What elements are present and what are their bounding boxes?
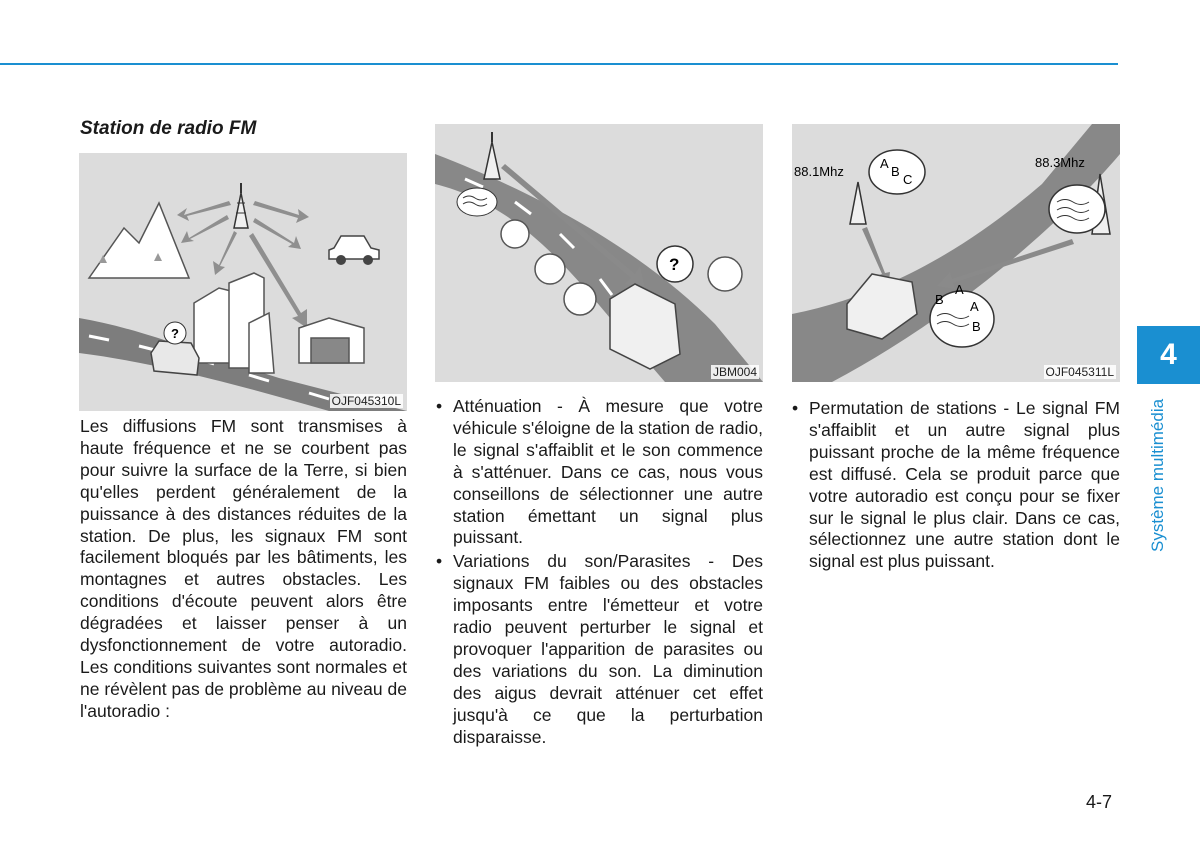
figure-fading bbox=[435, 124, 763, 382]
sound-wave-icon bbox=[1049, 185, 1105, 233]
fm-obstacles-illustration bbox=[79, 153, 407, 411]
car-on-road-icon bbox=[151, 341, 199, 375]
letter-a-2: A bbox=[955, 282, 964, 297]
chapter-tab: 4 bbox=[1137, 326, 1200, 384]
list-item-fading bbox=[436, 396, 763, 549]
list-item-interference bbox=[436, 551, 763, 748]
fm-conditions-list bbox=[436, 396, 763, 751]
tunnel bbox=[299, 318, 364, 363]
figure-code: JBM004 bbox=[712, 365, 757, 379]
question-mark-2: ? bbox=[669, 255, 680, 274]
fm-conditions-list-2 bbox=[792, 398, 1120, 575]
bullet: • bbox=[436, 396, 443, 416]
bullet: • bbox=[436, 551, 443, 572]
list-item-text: Permutation de stations - Le signal FM s'affaiblit et un autre signal plus puissant proche de la même fréquence est diffusé. Cela se produit parce que votre autoradio est conçu pour se fixer sur le signal le plus clair. Dans ce cas, sélectionnez une autre station dont le signal est plus puissant. bbox=[809, 398, 1120, 572]
frequency-right: 88.3Mhz bbox=[1035, 155, 1085, 170]
figure-code: OJF045310L bbox=[331, 394, 401, 408]
bullet: • bbox=[792, 398, 799, 418]
fading-illustration bbox=[435, 124, 763, 382]
letter-b-3: B bbox=[972, 319, 981, 334]
station-swapping-illustration bbox=[792, 124, 1120, 382]
letters-bubble bbox=[869, 150, 925, 194]
letter-b-2: B bbox=[935, 292, 944, 307]
question-mark-1: ? bbox=[171, 326, 179, 341]
section-title: Station de radio FM bbox=[80, 118, 257, 139]
figure-fm-obstacles bbox=[79, 153, 407, 411]
fm-intro-paragraph: Les diffusions FM sont transmises à haute fréquence et ne se courbent pas pour suivre la surface de la Terre, si bien qu'elles perdent généralement de la puissance à des distances réduites de la station. De plus, les signaux FM sont facilement bloqués par les bâtiments, les montagnes et autres obstacles. Les conditions d'écoute peuvent alors être dégradées et laisser penser à un dysfonctionnement de votre autoradio. Les conditions suivantes sont normales et ne révèlent pas de problème au niveau de l'autoradio : bbox=[80, 416, 407, 721]
letter-a-3: A bbox=[970, 299, 979, 314]
chapter-name: Système multimédia bbox=[1148, 398, 1167, 552]
frequency-left: 88.1Mhz bbox=[794, 164, 844, 179]
list-item-text: Atténuation - À mesure que votre véhicule s'éloigne de la station de radio, le signal s'affaiblit et le son commence à s'atténuer. Dans ce cas, nous vous conseillons de sélectionner une autre station émettant un signal plus puissant. bbox=[453, 396, 763, 548]
question-bubble bbox=[657, 246, 693, 282]
list-item-text: Variations du son/Parasites - Des signaux FM faibles ou des obstacles imposants entre l'émetteur et votre radio peuvent perturber le signal et provoquer l'apparition de parasites ou des variations du son. La diminution des aigus devrait atténuer cet effet jusqu'à ce que la perturbation disparaisse. bbox=[453, 551, 763, 747]
sound-wave-icon bbox=[457, 188, 497, 216]
letter-c: C bbox=[903, 172, 913, 187]
top-rule bbox=[0, 63, 1118, 65]
list-item-station-swapping bbox=[792, 398, 1120, 573]
figure-station-swapping bbox=[792, 124, 1120, 382]
figure-code: OJF045311L bbox=[1045, 365, 1114, 379]
letter-a: A bbox=[880, 156, 889, 171]
question-bubble bbox=[164, 322, 186, 344]
letter-b: B bbox=[891, 164, 900, 179]
page-number: 4-7 bbox=[1086, 792, 1113, 812]
